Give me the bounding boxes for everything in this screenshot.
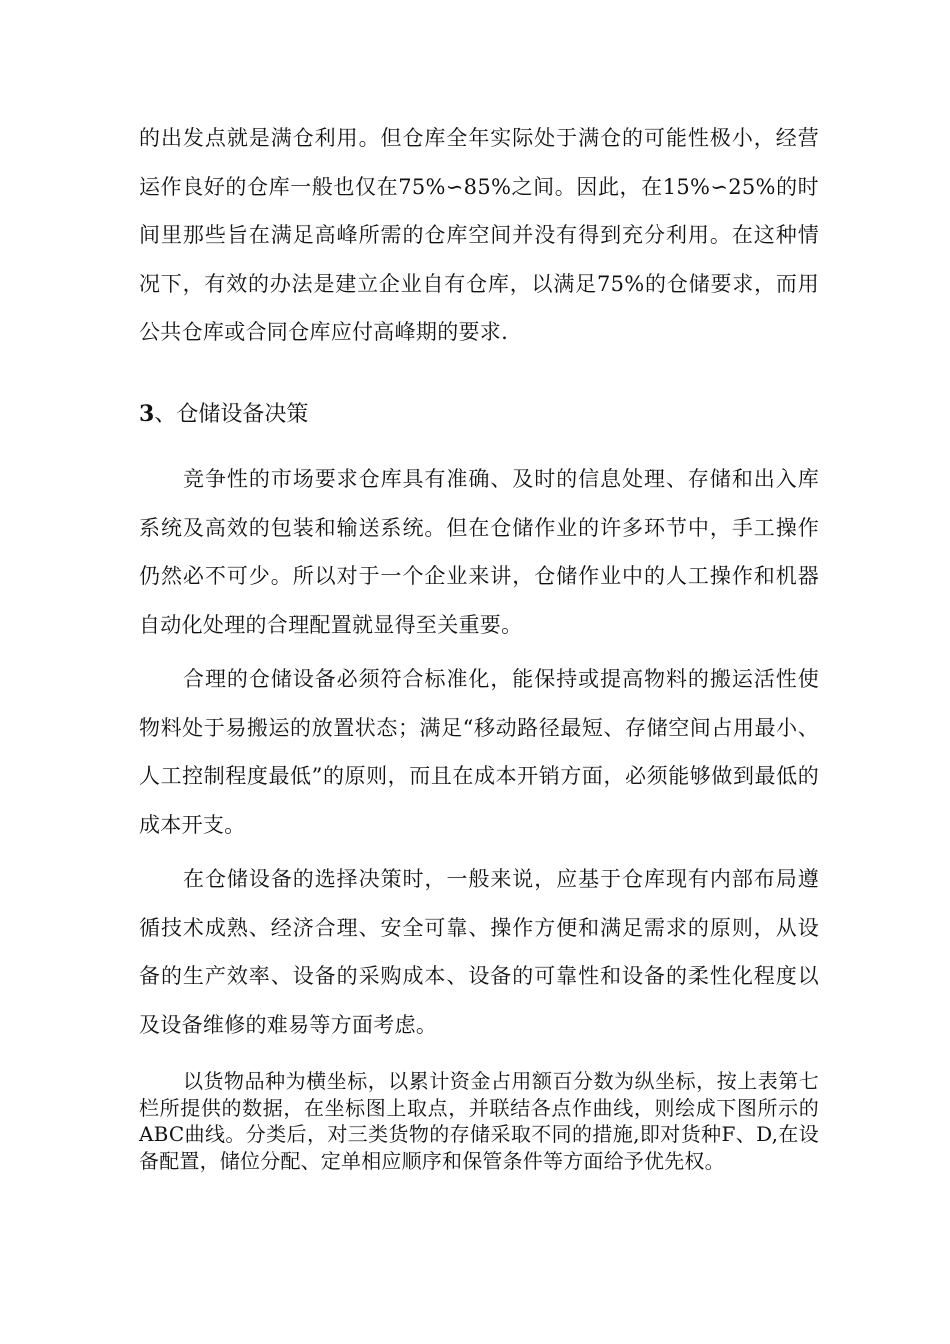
section-heading <box>139 394 308 435</box>
paragraph-market-requirements: 竞争性的市场要求仓库具有准确、及时的信息处理、存储和出入库系统及高效的包装和输送系统。但在仓储作业的许多环节中，手工操作仍然必不可少。所以对于一个企业来讲，仓储作业中的人工操作和机器自动化处理的合理配置就显得至关重要。 <box>139 467 819 637</box>
section-number: 3 <box>139 401 155 427</box>
paragraph-abc-curve: 以货物品种为横坐标，以累计资金占用额百分数为纵坐标，按上表第七栏所提供的数据，在坐标图上取点，并联结各点作曲线，则绘成下图所示的ABC曲线。分类后，对三类货物的存储采取不同的措施,即对货种F、D,在设备配置，储位分配、定单相应顺序和保管条件等方面给予优先权。 <box>139 1069 819 1173</box>
paragraph-equipment-selection: 在仓储设备的选择决策时，一般来说，应基于仓库现有内部布局遵循技术成熟、经济合理、安全可靠、操作方便和满足需求的原则，从设备的生产效率、设备的采购成本、设备的可靠性和设备的柔性化程度以及设备维修的难易等方面考虑。 <box>139 867 819 1037</box>
paragraph-equipment-standards: 合理的仓储设备必须符合标准化，能保持或提高物料的搬运活性使物料处于易搬运的放置状态；满足“移动路径最短、存储空间占用最小、人工控制程度最低”的原则，而且在成本开销方面，必须能够做到最低的成本开支。 <box>139 667 819 837</box>
paragraph-warehouse-capacity: 的出发点就是满仓利用。但仓库全年实际处于满仓的可能性极小，经营运作良好的仓库一般也仅在75%∽85%之间。因此，在15%∽25%的时间里那些旨在满足高峰所需的仓库空间并没有得到充分利用。在这种情况下，有效的办法是建立企业自有仓库，以满足75%的仓储要求，而用公共仓库或合同仓库应付高峰期的要求. <box>139 126 819 344</box>
section-title: 、仓储设备决策 <box>154 402 309 427</box>
